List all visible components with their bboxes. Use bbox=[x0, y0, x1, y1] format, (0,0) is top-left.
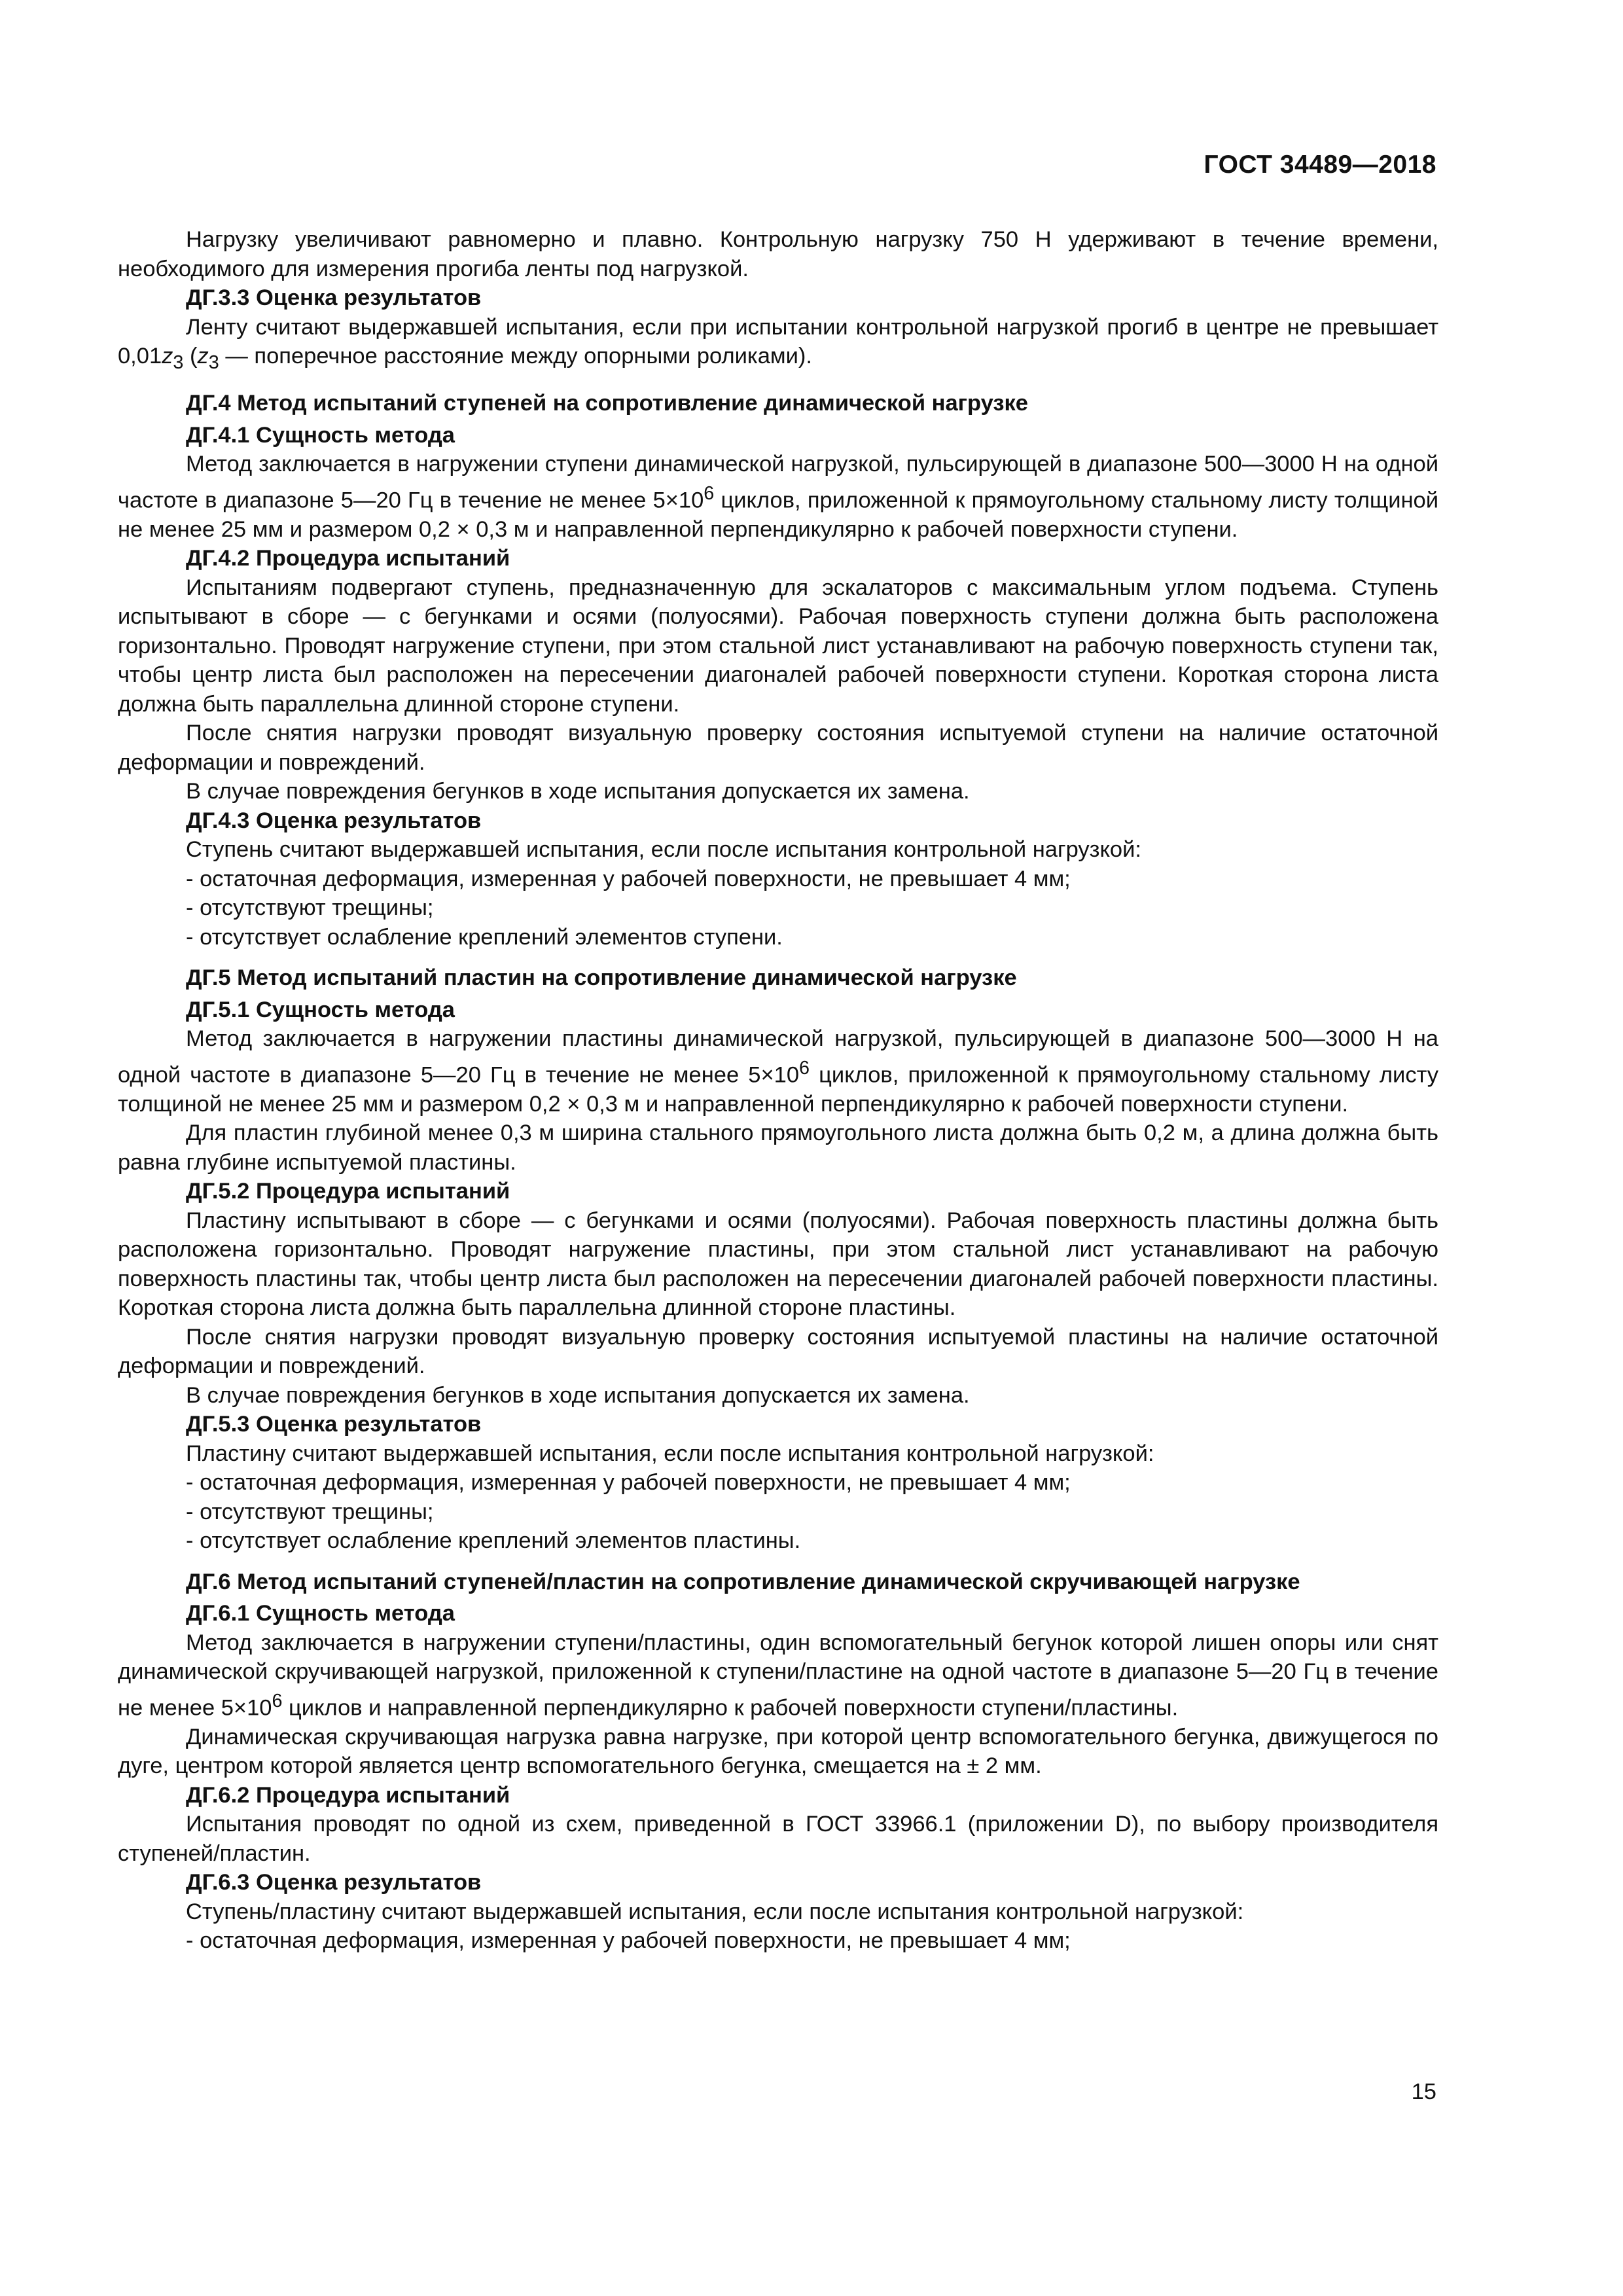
paragraph: Ступень/пластину считают выдержавшей испытания, если после испытания контрольной нагрузкой: bbox=[186, 1899, 1244, 1924]
paragraph: Для пластин глубиной менее 0,3 м ширина стального прямоугольного листа должна быть 0,2 м, а длина должна быть равна глубине испытуемой пластины. bbox=[118, 1121, 1438, 1175]
paragraph-text: Метод заключается в нагружении ступени/пластины, один вспомогательный бегунок которой лишен опоры или снят динамической скручивающей нагрузкой, приложенной к ступени/пластине на одной частоте в диапазоне 5—20 Гц в течение не менее 5×10 bbox=[118, 1630, 1438, 1721]
paragraph bbox=[118, 450, 1438, 544]
superscript: 6 bbox=[799, 1057, 810, 1079]
paragraph: После снятия нагрузки проводят визуальную проверку состояния испытуемой ступени на наличие остаточной деформации и повреждений. bbox=[118, 721, 1438, 775]
paragraph: Пластину считают выдержавшей испытания, если после испытания контрольной нагрузкой: bbox=[186, 1441, 1154, 1466]
paragraph-text: циклов, приложенной к прямоугольному стальному листу толщиной не менее 25 мм и размером 0,2 × 0,3 м и направленной перпендикулярно к рабочей поверхности ступени. bbox=[118, 488, 1438, 542]
variable: z bbox=[162, 344, 173, 368]
paragraph: Нагрузку увеличивают равномерно и плавно. Контрольную нагрузку 750 Н удерживают в течение времени, необходимого для измерения прогиба ленты под нагрузкой. bbox=[118, 227, 1438, 281]
subsection-heading: ДГ.3.3 Оценка результатов bbox=[186, 285, 482, 310]
page-number: 15 bbox=[1411, 2079, 1436, 2104]
list-item: - отсутствуют трещины; bbox=[186, 895, 434, 921]
paragraph-text: циклов и направленной перпендикулярно к рабочей поверхности ступени/пластины. bbox=[282, 1695, 1179, 1721]
paragraph bbox=[118, 1628, 1438, 1723]
document-header: ГОСТ 34489—2018 bbox=[1204, 151, 1436, 179]
subsection-heading: ДГ.6.1 Сущность метода bbox=[186, 1601, 455, 1626]
paragraph-text: Метод заключается в нагружении пластины динамической нагрузкой, пульсирующей в диапазоне 500—3000 Н на одной частоте в диапазоне 5—20 Гц в течение не менее 5×10 bbox=[118, 1026, 1438, 1088]
paragraph-text: — поперечное расстояние между опорными роликами). bbox=[219, 344, 812, 368]
section-heading: ДГ.5 Метод испытаний пластин на сопротивление динамической нагрузке bbox=[186, 965, 1017, 991]
paragraph-text: Метод заключается в нагружении ступени динамической нагрузкой, пульсирующей в диапазоне 500—3000 Н на одной частоте в диапазоне 5—20 Гц в течение не менее 5×10 bbox=[118, 452, 1438, 513]
subsection-heading: ДГ.6.2 Процедура испытаний bbox=[186, 1782, 510, 1808]
list-item: - остаточная деформация, измеренная у рабочей поверхности, не превышает 4 мм; bbox=[186, 1470, 1071, 1496]
subsection-heading: ДГ.5.1 Сущность метода bbox=[186, 997, 455, 1022]
superscript: 6 bbox=[704, 482, 715, 504]
list-item: - остаточная деформация, измеренная у рабочей поверхности, не превышает 4 мм; bbox=[186, 866, 1071, 891]
paragraph bbox=[118, 1024, 1438, 1119]
section-heading: ДГ.6 Метод испытаний ступеней/пластин на сопротивление динамической скручивающей нагрузке bbox=[186, 1569, 1300, 1594]
paragraph: После снятия нагрузки проводят визуальную проверку состояния испытуемой пластины на наличие остаточной деформации и повреждений. bbox=[118, 1324, 1438, 1379]
paragraph-text: циклов, приложенной к прямоугольному стальному листу толщиной не менее 25 мм и размером 0,2 × 0,3 м и направленной перпендикулярно к рабочей поверхности ступени. bbox=[118, 1062, 1439, 1117]
list-item: - отсутствует ослабление креплений элементов ступени. bbox=[186, 924, 783, 950]
subscript: 3 bbox=[208, 351, 219, 373]
subsection-heading: ДГ.5.3 Оценка результатов bbox=[186, 1412, 482, 1437]
list-item: - остаточная деформация, измеренная у рабочей поверхности, не превышает 4 мм; bbox=[186, 1928, 1071, 1954]
paragraph: Испытаниям подвергают ступень, предназначенную для эскалаторов с максимальным углом подъема. Ступень испытывают в сборе — с бегунками и осями (полуосями). Рабочая поверхность ступени должна быть расположена горизонтально. Проводят нагружение ступени, при этом стальной лист устанавливают на рабочую поверхность ступени так, чтобы центр листа был расположен на пересечении диагоналей рабочей поверхности ступени. Короткая сторона листа должна быть параллельна длинной стороне ступени. bbox=[118, 575, 1438, 717]
section-heading: ДГ.4 Метод испытаний ступеней на сопротивление динамической нагрузке bbox=[186, 391, 1028, 416]
paragraph bbox=[118, 313, 1438, 378]
subsection-heading: ДГ.4.1 Сущность метода bbox=[186, 422, 455, 448]
superscript: 6 bbox=[272, 1690, 283, 1712]
list-item: - отсутствует ослабление креплений элементов пластины. bbox=[186, 1528, 801, 1554]
document-body bbox=[118, 225, 1438, 1956]
subsection-heading: ДГ.4.3 Оценка результатов bbox=[186, 808, 482, 833]
paragraph-text: ( bbox=[183, 344, 198, 368]
subsection-heading: ДГ.5.2 Процедура испытаний bbox=[186, 1179, 510, 1204]
paragraph: Пластину испытывают в сборе — с бегунками и осями (полуосями). Рабочая поверхность пластины должна быть расположена горизонтально. Проводят нагружение пластины, при этом стальной лист устанавливают на рабочую поверхность пластины так, чтобы центр листа был расположен на пересечении диагоналей рабочей поверхности пластины. Короткая сторона листа должна быть параллельна длинной стороне пластины. bbox=[118, 1208, 1438, 1321]
paragraph: В случае повреждения бегунков в ходе испытания допускается их замена. bbox=[186, 1382, 970, 1408]
paragraph-text: Ленту считают выдержавшей испытания, если при испытании контрольной нагрузкой прогиб в центре не превышает 0,01 bbox=[118, 314, 1438, 368]
paragraph: В случае повреждения бегунков в ходе испытания допускается их замена. bbox=[186, 779, 970, 804]
subsection-heading: ДГ.6.3 Оценка результатов bbox=[186, 1870, 482, 1895]
paragraph: Ступень считают выдержавшей испытания, если после испытания контрольной нагрузкой: bbox=[186, 837, 1141, 863]
paragraph: Испытания проводят по одной из схем, приведенной в ГОСТ 33966.1 (приложении D), по выбору производителя ступеней/пластин. bbox=[118, 1812, 1438, 1866]
list-item: - отсутствуют трещины; bbox=[186, 1499, 434, 1524]
variable: z bbox=[197, 344, 209, 368]
subscript: 3 bbox=[173, 351, 184, 373]
subsection-heading: ДГ.4.2 Процедура испытаний bbox=[186, 546, 510, 571]
paragraph: Динамическая скручивающая нагрузка равна нагрузке, при которой центр вспомогательного бегунка, движущегося по дуге, центром которой является центр вспомогательного бегунка, смещается на ± 2 мм. bbox=[118, 1724, 1438, 1779]
